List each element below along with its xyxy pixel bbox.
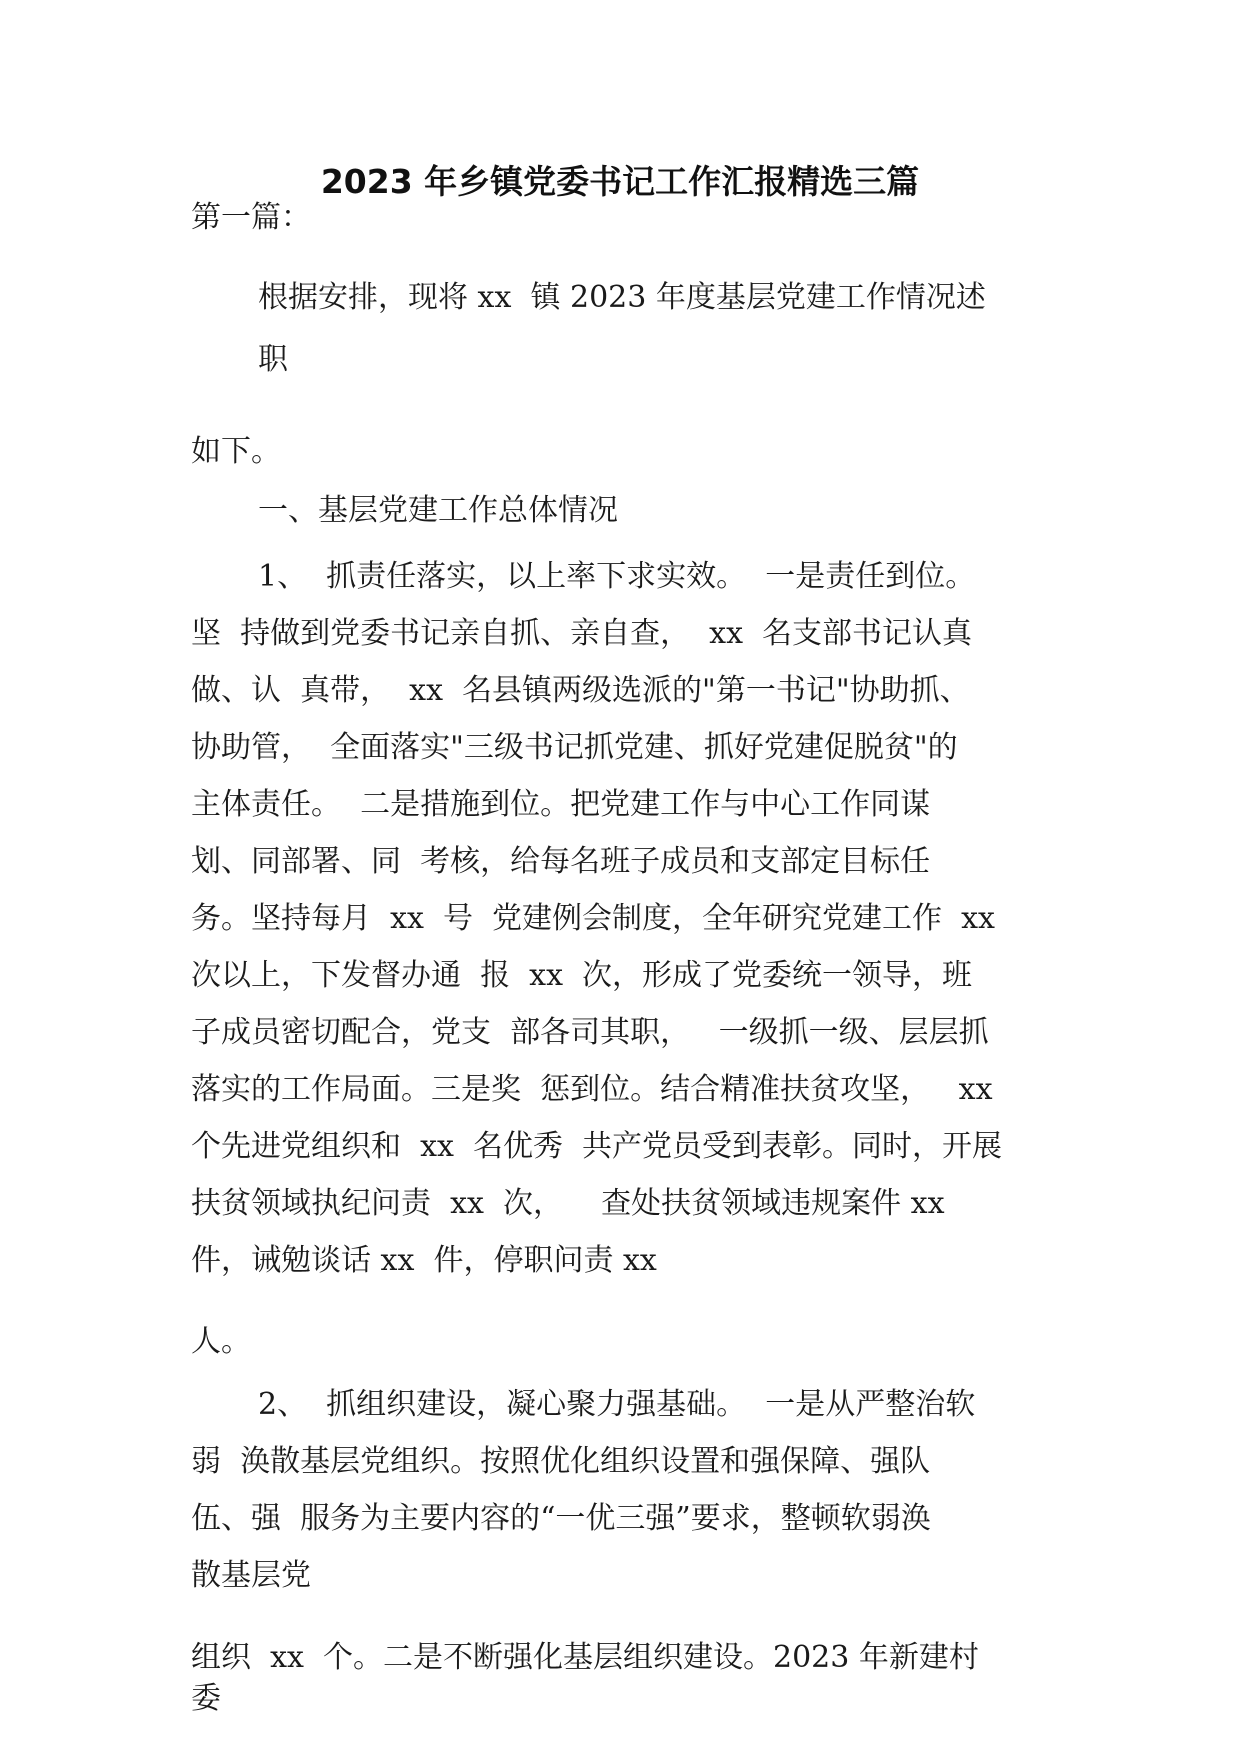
text-line: 如下。 bbox=[191, 434, 281, 469]
text-line: 伍、强 服务为主要内容的“一优三强”要求，整顿软弱涣 bbox=[191, 1501, 931, 1536]
text-line: 件，诫勉谈话 xx 件，停职问责 xx bbox=[191, 1243, 657, 1278]
text-line: 次以上，下发督办通 报 xx 次，形成了党委统一领导，班 bbox=[191, 958, 973, 993]
text-line: 个先进党组织和 xx 名优秀 共产党员受到表彰。同时，开展 bbox=[191, 1129, 1003, 1164]
text-line: 坚 持做到党委书记亲自抓、亲自查， xx 名支部书记认真 bbox=[191, 616, 973, 651]
text-line: 2、 抓组织建设，凝心聚力强基础。 一是从严整治软 bbox=[258, 1387, 976, 1422]
text-line: 子成员密切配合，党支 部各司其职， 一级抓一级、层层抓 bbox=[191, 1015, 989, 1050]
section-heading: 一、基层党建工作总体情况 bbox=[258, 493, 618, 528]
text-line: 务。坚持每月 xx 号 党建例会制度，全年研究党建工作 xx bbox=[191, 901, 995, 936]
text-line: 落实的工作局面。三是奖 惩到位。结合精准扶贫攻坚， xx bbox=[191, 1072, 993, 1107]
text-line: 第一篇： bbox=[191, 200, 311, 235]
text-line: 职 bbox=[258, 342, 288, 377]
text-line: 做、认 真带， xx 名县镇两级选派的"第一书记"协助抓、 bbox=[191, 673, 970, 708]
text-line: 委 bbox=[191, 1681, 221, 1716]
document-title: 2023 年乡镇党委书记工作汇报精选三篇 bbox=[320, 162, 920, 201]
text-line: 弱 涣散基层党组织。按照优化组织设置和强保障、强队 bbox=[191, 1444, 931, 1479]
text-line: 协助管， 全面落实"三级书记抓党建、抓好党建促脱贫"的 bbox=[191, 730, 958, 765]
text-line: 组织 xx 个。二是不断强化基层组织建设。2023 年新建村 bbox=[191, 1640, 979, 1675]
text-line: 划、同部署、同 考核，给每名班子成员和支部定目标任 bbox=[191, 844, 931, 879]
text-line: 主体责任。 二是措施到位。把党建工作与中心工作同谋 bbox=[191, 787, 931, 822]
text-line: 根据安排，现将 xx 镇 2023 年度基层党建工作情况述 bbox=[258, 280, 986, 315]
text-line: 人。 bbox=[191, 1324, 251, 1359]
text-line: 散基层党 bbox=[191, 1558, 311, 1593]
text-line: 扶贫领域执纪问责 xx 次， 查处扶贫领域违规案件 xx bbox=[191, 1186, 945, 1221]
text-line: 1、 抓责任落实，以上率下求实效。 一是责任到位。 bbox=[258, 559, 976, 594]
